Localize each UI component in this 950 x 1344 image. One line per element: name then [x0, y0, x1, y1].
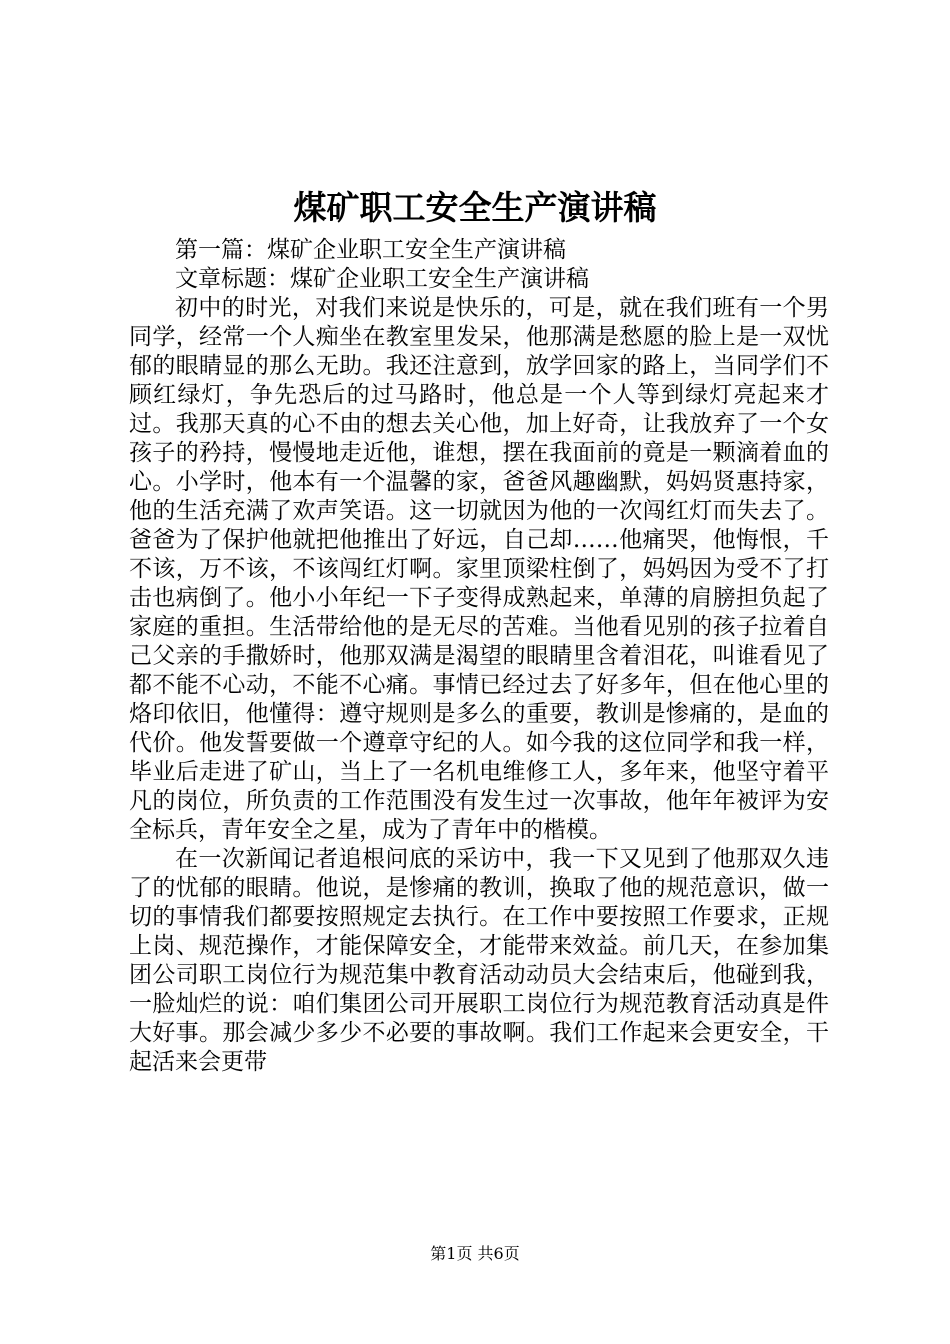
document-title: 煤矿职工安全生产演讲稿	[293, 188, 657, 227]
paragraph: 在一次新闻记者追根问底的采访中，我一下又见到了他那双久违了的忧郁的眼睛。他说，是惨痛的教训，换取了他的规范意识，做一切的事情我们都要按照规定去执行。在工作中要按照工作要求，正规上岗、规范操作，才能保障安全，才能带来效益。前几天，在参加集团公司职工岗位行为规范集中教育活动动员大会结束后，他碰到我，一脸灿烂的说：咱们集团公司开展职工岗位行为规范教育活动真是件大好事。那会减少多少不必要的事故啊。我们工作起来会更安全，干起活来会更带	[129, 846, 829, 1075]
paragraph: 初中的时光，对我们来说是快乐的，可是，就在我们班有一个男同学，经常一个人痴坐在教室里发呆，他那满是愁愿的脸上是一双忧郁的眼睛显的那么无助。我还注意到，放学回家的路上，当同学们不顾红绿灯，争先恐后的过马路时，他总是一个人等到绿灯亮起来才过。我那天真的心不由的想去关心他，加上好奇，让我放弃了一个女孩子的矜持，慢慢地走近他，谁想，摆在我面前的竟是一颗滴着血的心。小学时，他本有一个温馨的家，爸爸风趣幽默，妈妈贤惠持家，他的生活充满了欢声笑语。这一切就因为他的一次闯红灯而失去了。爸爸为了保护他就把他推出了好远，自己却……他痛哭，他悔恨，千不该，万不该，不该闯红灯啊。家里顶梁柱倒了，妈妈因为受不了打击也病倒了。他小小年纪一下子变得成熟起来，单薄的肩膀担负起了家庭的重担。生活带给他的是无尽的苦难。当他看见别的孩子拉着自己父亲的手撒娇时，他那双满是渴望的眼睛里含着泪花，叫谁看见了都不能不心动，不能不心痛。事情已经过去了好多年，但在他心里的烙印依旧，他懂得：遵守规则是多么的重要，教训是惨痛的，是血的代价。他发誓要做一个遵章守纪的人。如今我的这位同学和我一样，毕业后走进了矿山，当上了一名机电维修工人，多年来，他坚守着平凡的岗位，所负责的工作范围没有发生过一次事故，他年年被评为安全标兵，青年安全之星，成为了青年中的楷模。	[129, 295, 829, 843]
document-body	[129, 236, 829, 1077]
paragraph-article-title: 文章标题：煤矿企业职工安全生产演讲稿	[175, 266, 589, 292]
page-footer: 第1页 共6页	[430, 1244, 520, 1263]
paragraph-subtitle: 第一篇：煤矿企业职工安全生产演讲稿	[175, 237, 566, 263]
